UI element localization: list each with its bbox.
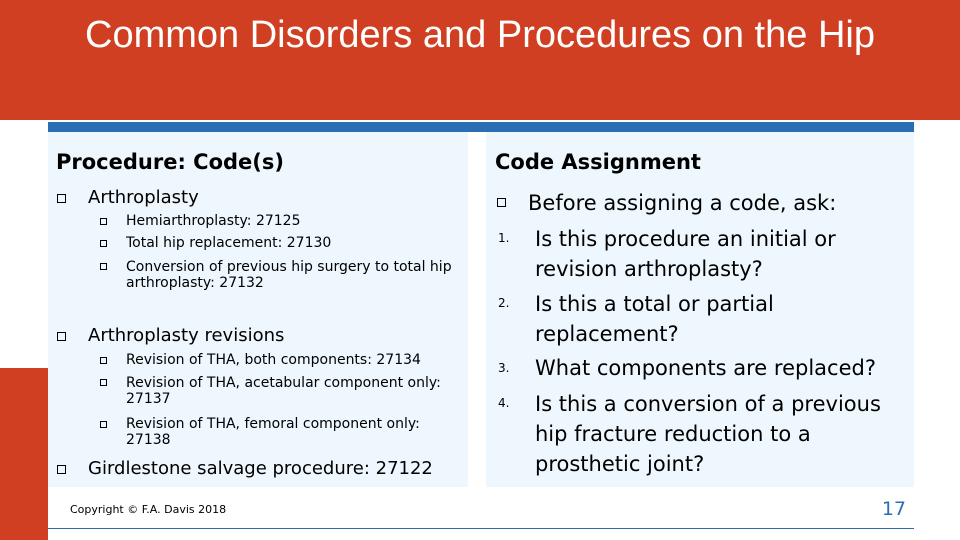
decorative-side-block	[0, 368, 48, 540]
footer-divider	[48, 528, 914, 529]
sub-bullet-icon	[100, 218, 107, 225]
code-assignment-intro: Before assigning a code, ask:	[528, 191, 837, 215]
sub-bullet-icon	[100, 421, 107, 428]
question-total-or-partial: Is this a total or partial replacement?	[535, 292, 774, 346]
question-number: 1.	[498, 231, 510, 245]
sub-bullet-icon	[100, 263, 107, 270]
sub-item-hemiarthroplasty: Hemiarthroplasty: 27125	[126, 213, 301, 229]
bullet-arthroplasty: Arthroplasty	[88, 187, 199, 208]
bullet-arthroplasty-revisions: Arthroplasty revisions	[88, 325, 285, 346]
question-number: 3.	[498, 361, 510, 375]
bullet-icon	[57, 465, 66, 474]
sub-bullet-icon	[100, 240, 107, 247]
question-number: 2.	[498, 296, 510, 310]
sub-bullet-icon	[100, 357, 107, 364]
question-number: 4.	[498, 396, 510, 410]
sub-item-revision-acetabular: Revision of THA, acetabular component only: 27137	[126, 375, 441, 407]
question-components: What components are replaced?	[535, 356, 876, 380]
sub-item-conversion: Conversion of previous hip surgery to total hip arthroplasty: 27132	[126, 259, 452, 291]
left-heading: Procedure: Code(s)	[56, 150, 284, 174]
header-divider	[48, 122, 914, 132]
copyright-notice: Copyright © F.A. Davis 2018	[70, 503, 227, 516]
question-initial-or-revision: Is this procedure an initial or revision arthroplasty?	[535, 227, 836, 281]
sub-item-revision-femoral: Revision of THA, femoral component only: 27138	[126, 416, 420, 448]
slide-title: Common Disorders and Procedures on the Hip	[85, 14, 875, 56]
sub-item-total-hip: Total hip replacement: 27130	[126, 235, 332, 251]
page-number: 17	[881, 498, 906, 520]
right-heading: Code Assignment	[495, 150, 701, 174]
bullet-girdlestone: Girdlestone salvage procedure: 27122	[88, 458, 433, 479]
sub-bullet-icon	[100, 379, 107, 386]
sub-item-revision-both: Revision of THA, both components: 27134	[126, 352, 421, 368]
bullet-icon	[57, 332, 66, 341]
bullet-icon	[497, 198, 506, 207]
question-conversion: Is this a conversion of a previous hip fracture reduction to a prosthetic joint?	[535, 392, 881, 476]
bullet-icon	[57, 194, 66, 203]
